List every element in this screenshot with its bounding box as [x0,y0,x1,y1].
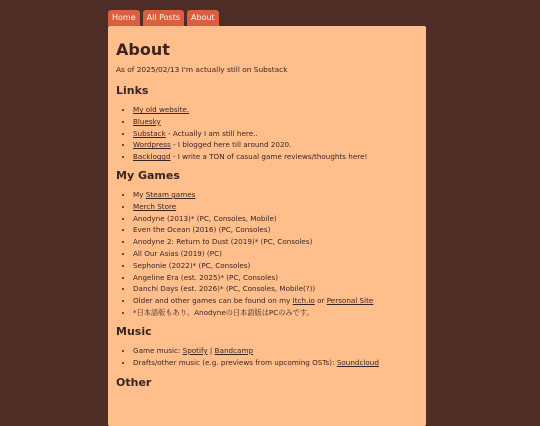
list-item-text: My [133,189,146,199]
steam-games-link[interactable]: Steam games [145,189,196,199]
list-item [133,345,418,357]
backloggd-link[interactable]: Backloggd [133,152,171,162]
music-heading: Music [116,324,152,338]
bluesky-link[interactable]: Bluesky [133,116,161,126]
list-item-text: - I write a TON of casual game reviews/thoughts here! [170,152,368,162]
links-list [116,104,418,163]
merch-store-link[interactable]: Merch Store [133,201,177,211]
game-item: • Anodyne 2: Return to Dust (2019)* (PC, Consoles) [133,236,418,248]
personal-site-link[interactable]: Personal Site [326,296,374,306]
list-item [133,189,418,201]
tab-home[interactable]: Home [108,10,140,26]
japanese-note: • *日本語版もあり。Anodyneの日本語版はPCのみです。 [133,307,418,319]
games-list [116,189,418,319]
list-item [133,104,418,116]
list-item-text: Game music: [133,345,183,355]
intro-text: As of 2025/02/13 I'm actually still on Substack [116,65,288,74]
list-item [133,201,418,213]
old-website-link[interactable]: My old website. [133,105,190,114]
list-item [133,151,418,163]
list-item-text: - I blogged here till around 2020. [170,140,292,150]
game-item: • Angeline Era (est. 2025)* (PC, Consoles) [133,272,418,284]
content-card [108,26,426,426]
music-list [116,345,418,369]
itch-io-link[interactable]: Itch.io [292,296,315,306]
other-heading: Other [116,376,152,390]
wordpress-link[interactable]: Wordpress [133,140,171,150]
list-item-text: | [207,345,215,355]
game-item: • Sephonie (2022)* (PC, Consoles) [133,260,418,272]
game-item: • All Our Asias (2019) (PC) [133,248,418,260]
list-item [133,139,418,151]
nav-tabs [108,10,219,26]
links-heading: Links [116,84,149,97]
substack-link[interactable]: Substack [133,128,166,138]
list-item-text: Drafts/other music (e.g. previews from upcoming OSTs): [133,357,337,367]
list-item-text: - Actually I am still here.. [165,128,258,138]
list-item [133,357,418,369]
list-item [133,128,418,140]
list-item-text: Older and other games can be found on my [133,296,293,306]
game-item: • Danchi Days (est. 2026)* (PC, Consoles, Mobile(?)) [133,283,418,295]
list-item [133,116,418,128]
spotify-link[interactable]: Spotify [182,345,208,355]
game-item: • Even the Ocean (2016) (PC, Consoles) [133,224,418,236]
page-title: About [116,40,170,59]
tab-about[interactable]: About [187,10,219,26]
tab-all-posts[interactable]: All Posts [143,10,184,26]
soundcloud-link[interactable]: Soundcloud [336,357,379,367]
games-heading: My Games [116,168,180,182]
bandcamp-link[interactable]: Bandcamp [214,345,254,355]
game-item: • Anodyne (2013)* (PC, Consoles, Mobile) [133,213,418,225]
list-item [133,295,418,307]
list-item-text: or [314,296,327,306]
